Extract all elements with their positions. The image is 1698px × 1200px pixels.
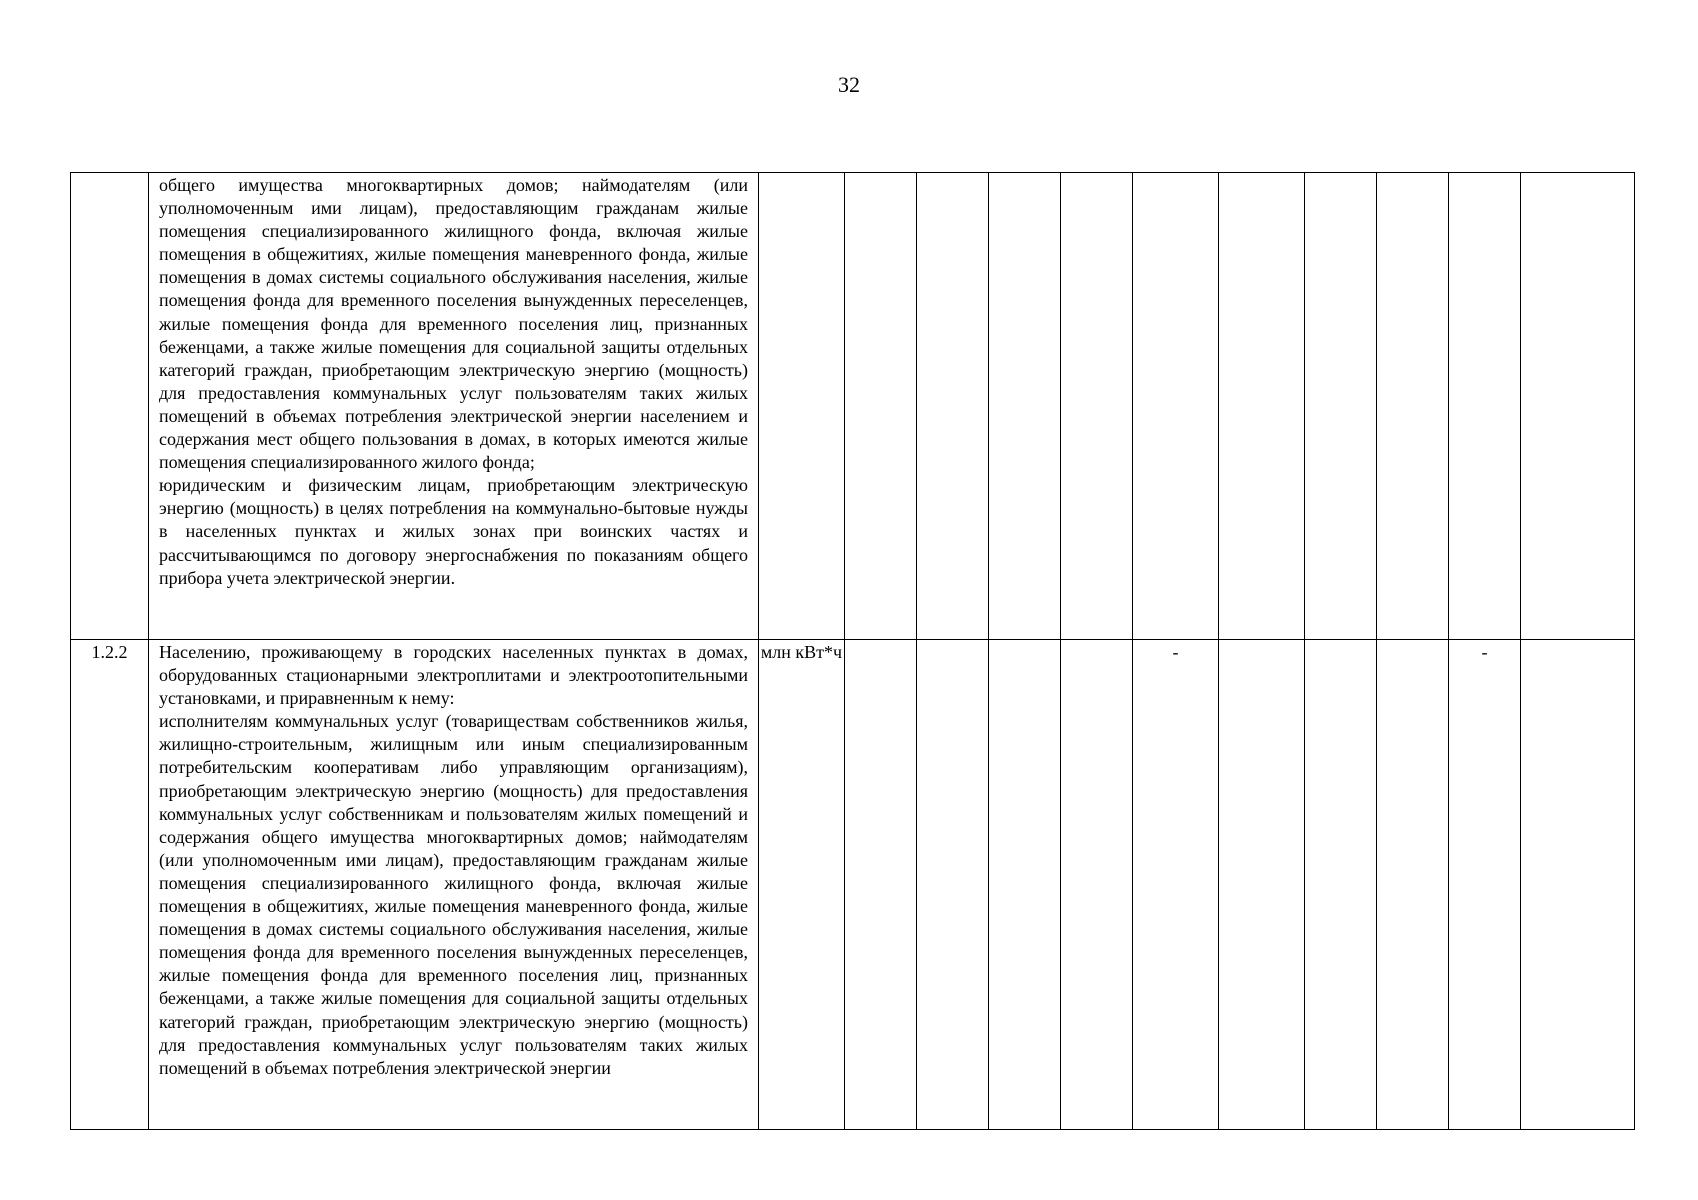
value-cell <box>1219 173 1305 640</box>
value-cell <box>989 640 1061 1130</box>
value-cell <box>1377 173 1449 640</box>
description-paragraph: Населению, проживающему в городских населенных пунктах в домах, оборудованных стационарными электроплитами и электроотопительными установками, и приравненным к нему: <box>159 642 748 709</box>
value-cell: - <box>1133 640 1219 1130</box>
row-number <box>71 173 149 640</box>
value-cell <box>917 173 989 640</box>
description-paragraph: общего имущества многоквартирных домов; наймодателям (или уполномоченным ими лицам), предоставляющим гражданам жилые помещения специализированного жилищного фонда, включая жилые помещения в общежитиях, жилые помещения маневренного фонда, жилые помещения в домах системы социального обслуживания населения, жилые помещения фонда для временного поселения вынужденных переселенцев, жилые помещения фонда для временного поселения лиц, признанных беженцами, а также жилые помещения для социальной защиты отдельных категорий граждан, приобретающим электрическую энергию (мощность) для предоставления коммунальных услуг пользователям таких жилых помещений в объемах потребления электрической энергии населением и содержания мест общего пользования в домах, в которых имеются жилые помещения специализированного жилого фонда; <box>159 175 748 473</box>
value-cell <box>1061 640 1133 1130</box>
value-cell: - <box>1449 640 1521 1130</box>
description-paragraph: юридическим и физическим лицам, приобретающим электрическую энергию (мощность) в целях потребления на коммунально-бытовые нужды в населенных пунктах и жилых зонах при воинских частях и рассчитывающимся по договору энергоснабжения по показаниям общего прибора учета электрической энергии. <box>159 475 748 588</box>
value-cell <box>1305 640 1377 1130</box>
row-unit: млн кВт*ч <box>759 640 845 1130</box>
page-number: 32 <box>838 72 860 97</box>
tariff-table <box>70 172 1635 1130</box>
value-cell <box>1521 173 1635 640</box>
value-cell <box>1133 173 1219 640</box>
value-cell <box>1305 173 1377 640</box>
value-cell <box>845 173 917 640</box>
value-cell <box>1377 640 1449 1130</box>
description-paragraph: исполнителям коммунальных услуг (товариществам собственников жилья, жилищно-строительным, жилищным или иным специализированным потребительским кооперативам либо управляющим организациям), приобретающим электрическую энергию (мощность) для предоставления коммунальных услуг собственникам и пользователям жилых помещений и содержания общего имущества многоквартирных домов; наймодателям (или уполномоченным ими лицам), предоставляющим гражданам жилые помещения специализированного жилищного фонда, включая жилые помещения в общежитиях, жилые помещения маневренного фонда, жилые помещения в домах системы социального обслуживания населения, жилые помещения фонда для временного поселения вынужденных переселенцев, жилые помещения фонда для временного поселения лиц, признанных беженцами, а также жилые помещения для социальной защиты отдельных категорий граждан, приобретающим электрическую энергию (мощность) для предоставления коммунальных услуг пользователям таких жилых помещений в объемах потребления электрической энергии <box>159 711 748 1078</box>
table-row <box>71 640 1635 1130</box>
row-unit <box>759 173 845 640</box>
value-cell <box>1449 173 1521 640</box>
value-cell <box>845 640 917 1130</box>
row-description <box>149 640 759 1130</box>
value-cell <box>1521 640 1635 1130</box>
row-description <box>149 173 759 640</box>
value-cell <box>1219 640 1305 1130</box>
value-cell <box>917 640 989 1130</box>
value-cell <box>989 173 1061 640</box>
table-row <box>71 173 1635 640</box>
value-cell <box>1061 173 1133 640</box>
row-number: 1.2.2 <box>71 640 149 1130</box>
